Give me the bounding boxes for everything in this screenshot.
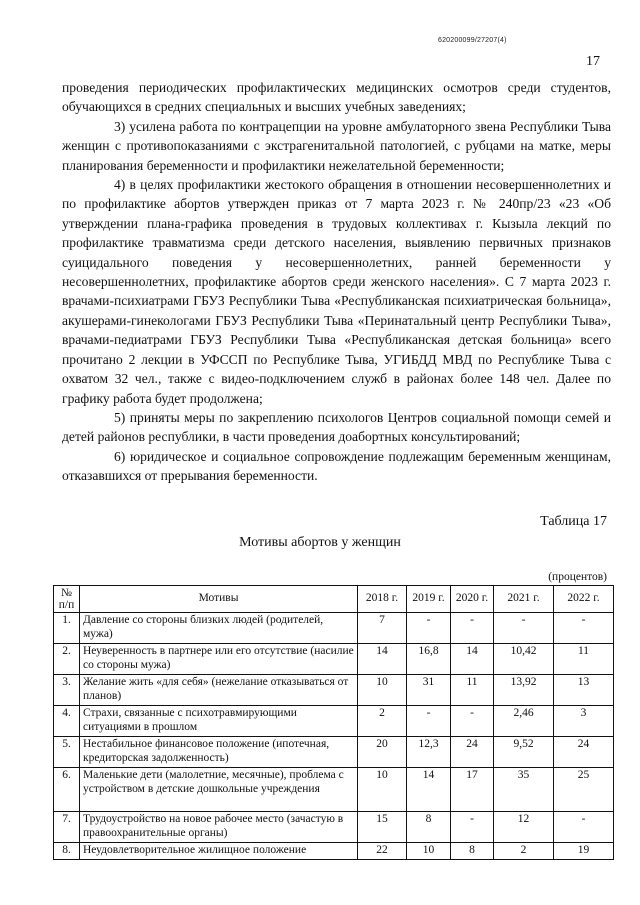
- row-num: 6.: [54, 768, 80, 812]
- body-text: [62, 78, 611, 486]
- row-value-2021: 2,46: [494, 706, 554, 737]
- row-value-2022: 11: [554, 644, 614, 675]
- table-row: [54, 613, 614, 644]
- row-value-2018: 10: [358, 675, 407, 706]
- row-value-2019: 10: [407, 843, 451, 860]
- paragraph-item-4: 4) в целях профилактики жестокого обращения в отношении несовершеннолетних и по профилактике абортов утвержден приказ от 7 марта 2023 г. № 240пр/23 «23 «Об утверждении плана-графика проведения в трудовых коллективах г. Кызыла лекций по профилактике травматизма среди детского населения, выявлению первичных признаков суицидального поведения у несовершеннолетних, ранней беременности у несовершеннолетних, профилактике абортов среди женского населения». С 7 марта 2023 г. врачами-психиатрами ГБУЗ Республики Тыва «Республиканская психиатрическая больница», акушерами-гинекологами ГБУЗ Республики Тыва «Перинатальный центр Республики Тыва», врачами-педиатрами ГБУЗ Республики Тыва «Республиканская детская больница» всего прочитано 2 лекции в УФССП по Республике Тыва, УГИБДД МВД по Республике Тыва с охватом 32 чел., также с видео-подключением служб в районах более 148 чел. Далее по графику работа будет продолжена;: [62, 177, 611, 406]
- row-motive: Маленькие дети (малолетние, месячные), проблема с устройством в детские дошкольные учреждения: [80, 768, 358, 812]
- row-value-2019: 31: [407, 675, 451, 706]
- page-number: 17: [586, 54, 600, 69]
- row-motive: Нестабильное финансовое положение (ипотечная, кредиторская задолженность): [80, 737, 358, 768]
- row-value-2020: 14: [451, 644, 494, 675]
- row-num: 4.: [54, 706, 80, 737]
- row-value-2022: 13: [554, 675, 614, 706]
- table-row: [54, 675, 614, 706]
- row-value-2018: 10: [358, 768, 407, 812]
- row-value-2018: 15: [358, 812, 407, 843]
- paragraph-item-6: 6) юридическое и социальное сопровождение подлежащим беременным женщинам, отказавшихся от прерывания беременности.: [62, 448, 611, 484]
- row-value-2022: 25: [554, 768, 614, 812]
- row-motive: Давление со стороны близких людей (родителей, мужа): [80, 613, 358, 644]
- header-motive: Мотивы: [80, 586, 358, 613]
- row-value-2019: 12,3: [407, 737, 451, 768]
- row-value-2020: -: [451, 812, 494, 843]
- header-2018: 2018 г.: [358, 586, 407, 613]
- table-units: (процентов): [548, 571, 607, 583]
- row-value-2020: 24: [451, 737, 494, 768]
- row-value-2021: 10,42: [494, 644, 554, 675]
- row-value-2018: 7: [358, 613, 407, 644]
- row-num: 3.: [54, 675, 80, 706]
- header-num-symbol: №: [61, 587, 72, 599]
- motives-table: [53, 585, 614, 860]
- row-value-2021: -: [494, 613, 554, 644]
- row-value-2022: 19: [554, 843, 614, 860]
- row-value-2021: 9,52: [494, 737, 554, 768]
- row-num: 5.: [54, 737, 80, 768]
- header-2022: 2022 г.: [554, 586, 614, 613]
- row-value-2022: -: [554, 812, 614, 843]
- row-value-2021: 35: [494, 768, 554, 812]
- row-value-2020: 11: [451, 675, 494, 706]
- row-value-2019: 8: [407, 812, 451, 843]
- paragraph-item-3: 3) усилена работа по контрацепции на уровне амбулаторного звена Республики Тыва женщин с противопоказаниями с экстрагенитальной патологией, с рубцами на матке, меры планирования беременности и профилактики нежелательной беременности;: [62, 118, 611, 173]
- row-num: 7.: [54, 812, 80, 843]
- table-label: Таблица 17: [540, 514, 607, 529]
- row-value-2018: 2: [358, 706, 407, 737]
- row-motive: Трудоустройство на новое рабочее место (зачастую в правоохранительные органы): [80, 812, 358, 843]
- row-value-2019: 16,8: [407, 644, 451, 675]
- table-row: [54, 644, 614, 675]
- row-value-2022: 24: [554, 737, 614, 768]
- row-value-2019: 14: [407, 768, 451, 812]
- row-value-2018: 14: [358, 644, 407, 675]
- row-motive: Неудовлетворительное жилищное положение: [80, 843, 358, 860]
- table-row: [54, 768, 614, 812]
- row-value-2019: -: [407, 613, 451, 644]
- row-value-2019: -: [407, 706, 451, 737]
- header-2019: 2019 г.: [407, 586, 451, 613]
- row-value-2020: -: [451, 613, 494, 644]
- table-row: [54, 737, 614, 768]
- row-motive: Неуверенность в партнере или его отсутствие (насилие со стороны мужа): [80, 644, 358, 675]
- row-value-2021: 13,92: [494, 675, 554, 706]
- table-row: [54, 706, 614, 737]
- row-num: 1.: [54, 613, 80, 644]
- table-title: Мотивы абортов у женщин: [239, 535, 401, 550]
- row-value-2022: 3: [554, 706, 614, 737]
- header-2020: 2020 г.: [451, 586, 494, 613]
- row-value-2021: 2: [494, 843, 554, 860]
- row-value-2020: -: [451, 706, 494, 737]
- header-num: [54, 586, 80, 613]
- table-row: [54, 812, 614, 843]
- header-num-abbrev: п/п: [58, 599, 75, 611]
- paragraph-continuation: проведения периодических профилактических медицинских осмотров среди студентов, обучающихся в средних специальных и высших учебных заведениях;: [62, 80, 611, 115]
- row-value-2020: 17: [451, 768, 494, 812]
- row-value-2018: 22: [358, 843, 407, 860]
- table-header-row: [54, 586, 614, 613]
- table-row: [54, 843, 614, 860]
- paragraph-item-5: 5) приняты меры по закреплению психологов Центров социальной помощи семей и детей районов республики, в части проведения доабортных консультирований;: [62, 409, 611, 445]
- row-motive: Страхи, связанные с психотравмирующими ситуациями в прошлом: [80, 706, 358, 737]
- row-num: 8.: [54, 843, 80, 860]
- row-num: 2.: [54, 644, 80, 675]
- row-motive: Желание жить «для себя» (нежелание отказываться от планов): [80, 675, 358, 706]
- document-code: 620200099/27207(4): [438, 37, 507, 44]
- row-value-2020: 8: [451, 843, 494, 860]
- row-value-2021: 12: [494, 812, 554, 843]
- row-value-2022: -: [554, 613, 614, 644]
- header-2021: 2021 г.: [494, 586, 554, 613]
- row-value-2018: 20: [358, 737, 407, 768]
